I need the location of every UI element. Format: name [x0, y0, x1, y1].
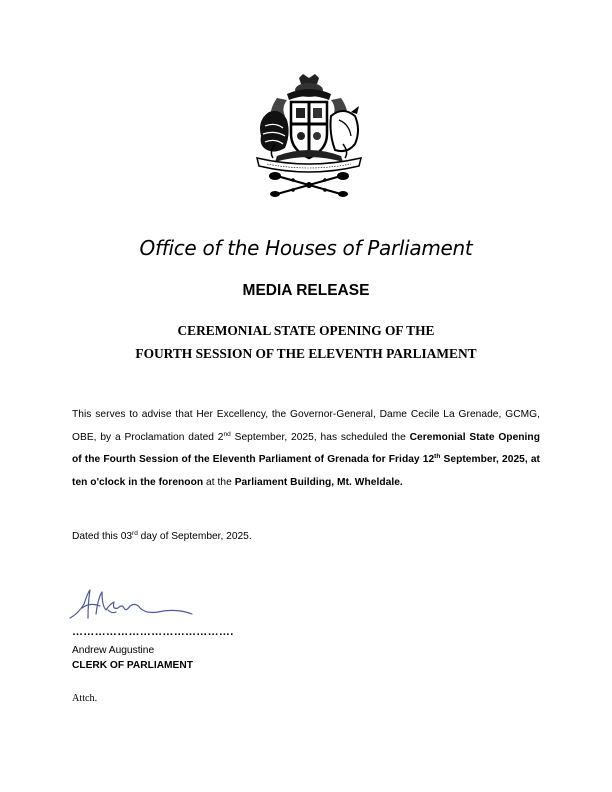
body-bold-3: Parliament Building, Mt. Wheldale. — [234, 476, 403, 488]
signature-line: ……………………………………. — [72, 626, 234, 638]
body-text-1: This serves to advise that Her Excellency, the Governor-General, Dame Cecile La Grenade, GCMG, OBE, by a Proclamation dated 2 — [72, 409, 540, 443]
body-bold-1: Ceremonial State Opening of the Fourth Session of the Eleventh Parliament of Grenada for Friday 12 — [72, 431, 540, 465]
signer-name: Andrew Augustine — [72, 645, 155, 656]
body-sup-1: nd — [223, 430, 231, 438]
dated-text-1: Dated this 03 — [72, 531, 133, 542]
heading-line-2: FOURTH SESSION OF THE ELEVENTH PARLIAMENT — [135, 346, 477, 361]
dated-line — [72, 530, 252, 544]
coat-of-arms-icon — [247, 72, 371, 198]
body-bold-2: September, 2025, at ten o'clock in the forenoon — [72, 454, 540, 488]
release-heading — [0, 319, 612, 365]
signer-title: CLERK OF PARLIAMENT — [72, 660, 193, 671]
handwritten-signature — [66, 584, 198, 624]
office-title: Office of the Houses of Parliament — [139, 236, 473, 260]
body-text-2: September, 2025, has scheduled the — [230, 431, 410, 443]
dated-sup: rd — [132, 530, 138, 537]
body-text-3: at the — [203, 476, 235, 488]
body-paragraph — [72, 404, 540, 494]
body-sup-2: th — [434, 453, 441, 460]
heading-line-1: CEREMONIAL STATE OPENING OF THE — [177, 323, 435, 338]
media-release-heading: MEDIA RELEASE — [242, 282, 370, 299]
attachment-note: Attch. — [72, 693, 98, 704]
dated-text-2: day of September, 2025. — [137, 531, 252, 542]
